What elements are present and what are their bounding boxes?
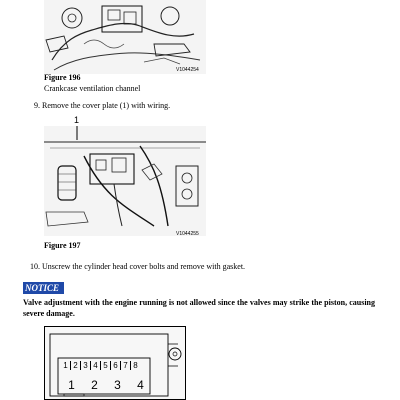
cylinder-label-3: 3 bbox=[81, 361, 91, 370]
figure-196-image-id: V1044254 bbox=[176, 67, 199, 73]
cylinder-number-2: 2 bbox=[91, 378, 98, 392]
cylinder-label-8: 8 bbox=[133, 361, 138, 370]
figure-196-image bbox=[44, 0, 206, 74]
notice-badge: NOTICE bbox=[23, 282, 64, 294]
figure-196-number: Figure 196 bbox=[44, 73, 81, 82]
cylinder-number-3: 3 bbox=[114, 378, 121, 392]
figure-196-caption: Crankcase ventilation channel bbox=[44, 84, 141, 93]
cylinder-number-1: 1 bbox=[68, 378, 75, 392]
cylinder-row-large bbox=[60, 378, 152, 392]
cylinder-row-small bbox=[61, 361, 140, 370]
cylinder-label-2: 2 bbox=[71, 361, 81, 370]
cylinder-label-6: 6 bbox=[111, 361, 121, 370]
cylinder-number-4: 4 bbox=[137, 378, 144, 392]
notice-text: Valve adjustment with the engine running is not allowed since the valves may strike the piston, causing severe damage. bbox=[23, 298, 375, 318]
step-9-text: 9. Remove the cover plate (1) with wiring. bbox=[34, 101, 171, 110]
cylinder-label-1: 1 bbox=[61, 361, 71, 370]
figure-197-image bbox=[44, 126, 206, 236]
figure-197-number: Figure 197 bbox=[44, 241, 81, 250]
step-10-text: 10. Unscrew the cylinder head cover bolts and remove with gasket. bbox=[30, 262, 246, 271]
cylinder-label-4: 4 bbox=[91, 361, 101, 370]
cylinder-label-7: 7 bbox=[121, 361, 131, 370]
figure-197-image-id: V1044255 bbox=[176, 231, 199, 237]
figure-197-callout: 1 bbox=[74, 115, 80, 125]
cylinder-label-5: 5 bbox=[101, 361, 111, 370]
